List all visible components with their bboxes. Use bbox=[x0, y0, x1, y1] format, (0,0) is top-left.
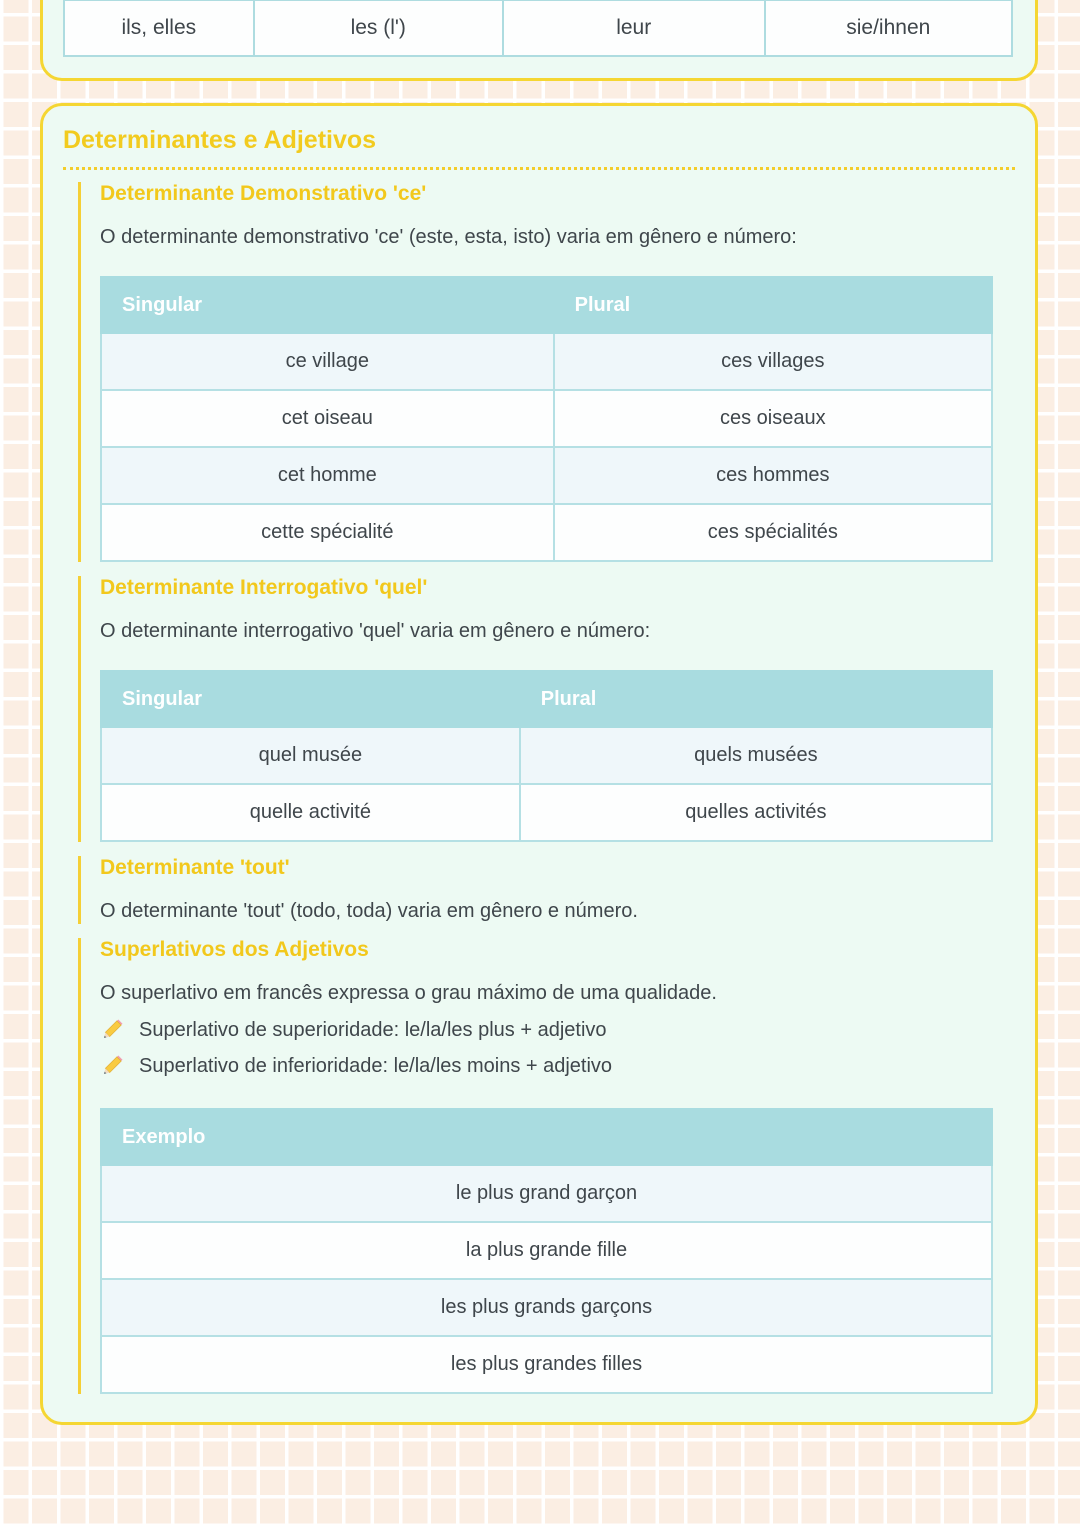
exemplo-table bbox=[100, 1108, 993, 1394]
bullet-item bbox=[100, 1018, 1015, 1042]
bullet-text: Superlativo de inferioridade: le/la/les moins + adjetivo bbox=[139, 1054, 613, 1077]
determinantes-card bbox=[40, 103, 1038, 1425]
table-row bbox=[101, 1336, 992, 1393]
table-cell: cet oiseau bbox=[101, 390, 554, 447]
table-row bbox=[101, 447, 992, 504]
section-heading: Determinante 'tout' bbox=[100, 856, 290, 879]
column-header: Singular bbox=[101, 671, 520, 727]
table-row bbox=[101, 727, 992, 784]
table-cell: la plus grande fille bbox=[101, 1222, 992, 1279]
section-paragraph: O determinante interrogativo 'quel' varia em gênero e número: bbox=[100, 620, 651, 642]
section-heading: Superlativos dos Adjetivos bbox=[100, 938, 369, 961]
pencil-icon bbox=[100, 1054, 124, 1078]
column-header: Plural bbox=[554, 277, 992, 333]
column-header: Exemplo bbox=[101, 1109, 992, 1165]
table-cell: ces hommes bbox=[554, 447, 992, 504]
page-title: Determinantes e Adjetivos bbox=[63, 126, 1015, 170]
bullet-item bbox=[100, 1054, 1015, 1078]
table-header-row bbox=[101, 671, 992, 727]
pronoun-table-card bbox=[40, 0, 1038, 81]
table-header-row bbox=[101, 1109, 992, 1165]
table-cell: les plus grandes filles bbox=[101, 1336, 992, 1393]
table-row bbox=[101, 1165, 992, 1222]
table-row bbox=[101, 504, 992, 561]
section-heading: Determinante Demonstrativo 'ce' bbox=[100, 182, 427, 205]
demonstrativo-table bbox=[100, 276, 993, 562]
section-superlativos bbox=[78, 938, 1015, 1394]
table-row bbox=[101, 1279, 992, 1336]
interrogativo-table bbox=[100, 670, 993, 842]
table-header-row bbox=[101, 277, 992, 333]
table-row bbox=[101, 390, 992, 447]
table-cell: cette spécialité bbox=[101, 504, 554, 561]
section-demonstrativo-ce bbox=[78, 182, 1015, 562]
section-heading: Determinante Interrogativo 'quel' bbox=[100, 576, 428, 599]
table-cell: quelle activité bbox=[101, 784, 520, 841]
table-cell: ils, elles bbox=[64, 0, 254, 56]
section-tout bbox=[78, 856, 1015, 924]
table-cell: leur bbox=[503, 0, 765, 56]
table-cell: les (l') bbox=[254, 0, 503, 56]
table-row bbox=[101, 784, 992, 841]
bullet-text: Superlativo de superioridade: le/la/les plus + adjetivo bbox=[139, 1018, 607, 1041]
table-cell: quelles activités bbox=[520, 784, 992, 841]
table-row bbox=[101, 1222, 992, 1279]
section-paragraph: O determinante 'tout' (todo, toda) varia em gênero e número. bbox=[100, 900, 638, 922]
table-cell: le plus grand garçon bbox=[101, 1165, 992, 1222]
table-cell: ces villages bbox=[554, 333, 992, 390]
table-cell: ce village bbox=[101, 333, 554, 390]
column-header: Singular bbox=[101, 277, 554, 333]
table-cell: quels musées bbox=[520, 727, 992, 784]
section-paragraph: O superlativo em francês expressa o grau máximo de uma qualidade. bbox=[100, 982, 717, 1004]
pencil-icon bbox=[100, 1018, 124, 1042]
table-cell: cet homme bbox=[101, 447, 554, 504]
column-header: Plural bbox=[520, 671, 992, 727]
pronoun-table bbox=[63, 0, 1013, 57]
table-cell: sie/ihnen bbox=[765, 0, 1012, 56]
table-row bbox=[64, 0, 1012, 56]
section-paragraph: O determinante demonstrativo 'ce' (este, esta, isto) varia em gênero e número: bbox=[100, 226, 797, 248]
table-cell: ces spécialités bbox=[554, 504, 992, 561]
section-interrogativo-quel bbox=[78, 576, 1015, 842]
table-cell: quel musée bbox=[101, 727, 520, 784]
table-cell: ces oiseaux bbox=[554, 390, 992, 447]
table-row bbox=[101, 333, 992, 390]
table-cell: les plus grands garçons bbox=[101, 1279, 992, 1336]
